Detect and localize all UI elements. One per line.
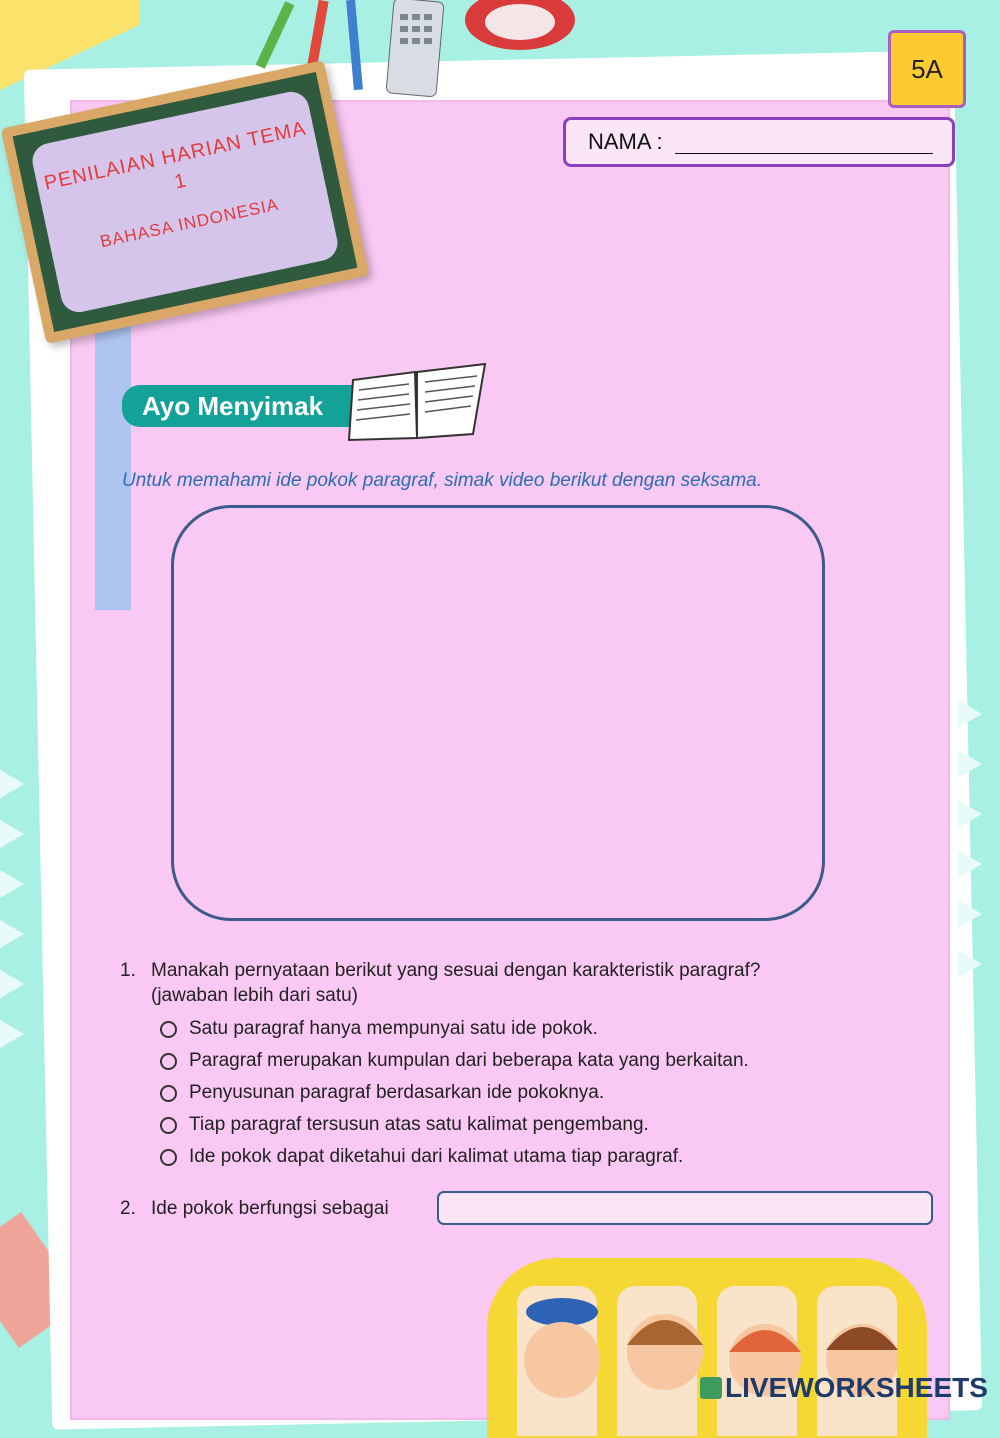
answer-option-label: Satu paragraf hanya mempunyai satu ide pokok. (189, 1018, 598, 1039)
answer-option[interactable] (160, 1050, 749, 1072)
triangle-decoration (958, 850, 982, 878)
question-1 (120, 958, 760, 1008)
triangle-decoration (0, 1020, 24, 1048)
answer-option[interactable] (160, 1082, 604, 1104)
subject-title: BAHASA INDONESIA (98, 194, 281, 252)
video-frame[interactable] (171, 505, 825, 921)
triangle-decoration (958, 950, 982, 978)
triangle-decoration (958, 800, 982, 828)
answer-option-label: Tiap paragraf tersusun atas satu kalimat pengembang. (189, 1114, 649, 1135)
answer-option-label: Penyusunan paragraf berdasarkan ide pokoknya. (189, 1082, 605, 1103)
chalkboard-panel (29, 89, 341, 316)
question-2-text: Ide pokok berfungsi sebagai (151, 1198, 389, 1219)
radio-button[interactable] (160, 1021, 177, 1038)
triangle-decoration (0, 920, 24, 948)
triangle-decoration (0, 770, 24, 798)
triangle-decoration (958, 750, 982, 778)
answer-option[interactable] (160, 1114, 649, 1136)
radio-button[interactable] (160, 1053, 177, 1070)
name-label: NAMA : (588, 129, 663, 154)
question-2-number: 2. (120, 1198, 136, 1219)
triangle-decoration (958, 700, 982, 728)
answer-option[interactable] (160, 1018, 598, 1040)
class-code-badge: 5A (888, 30, 966, 108)
instruction-text: Untuk memahami ide pokok paragraf, simak video berikut dengan seksama. (122, 470, 762, 491)
radio-button[interactable] (160, 1085, 177, 1102)
section-title: Ayo Menyimak (142, 390, 324, 421)
question-1-number: 1. (120, 960, 136, 981)
question-2-answer-input[interactable] (437, 1191, 933, 1225)
triangle-decoration (0, 870, 24, 898)
logo-text: LIVEWORKSHEETS (725, 1372, 988, 1403)
question-1-line (120, 958, 760, 983)
question-1-text: Manakah pernyataan berikut yang sesuai dengan karakteristik paragraf? (151, 960, 761, 981)
open-book-icon (345, 360, 490, 445)
name-field[interactable] (563, 117, 955, 167)
liveworksheets-logo (700, 1372, 988, 1404)
name-input-line[interactable] (675, 131, 933, 154)
logo-mark-icon (700, 1377, 722, 1399)
assessment-title: PENILAIAN HARIAN TEMA 1 (42, 117, 309, 195)
answer-option-label: Ide pokok dapat diketahui dari kalimat utama tiap paragraf. (189, 1146, 684, 1167)
decoration-blue-strip (95, 310, 131, 610)
section-heading (122, 385, 362, 427)
radio-button[interactable] (160, 1117, 177, 1134)
triangle-decoration (0, 970, 24, 998)
question-2 (120, 1196, 389, 1221)
triangle-decoration (958, 900, 982, 928)
answer-option[interactable] (160, 1146, 683, 1168)
triangle-decoration (0, 820, 24, 848)
answer-option-label: Paragraf merupakan kumpulan dari beberapa kata yang berkaitan. (189, 1050, 749, 1071)
question-1-note: (jawaban lebih dari satu) (151, 985, 359, 1006)
radio-button[interactable] (160, 1149, 177, 1166)
